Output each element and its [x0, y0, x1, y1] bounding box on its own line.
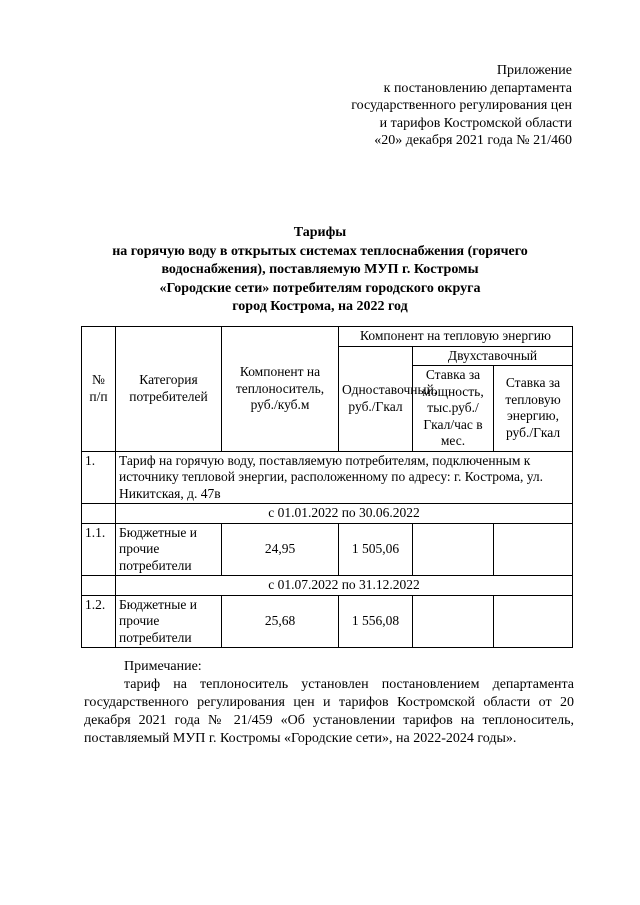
appendix-line: «20» декабря 2021 года № 21/460: [374, 133, 572, 148]
title-line: водоснабжения), поставляемую МУП г. Костромы: [161, 262, 479, 277]
section-row: [82, 451, 573, 504]
table-header-row: [82, 327, 573, 347]
appendix-line: Приложение: [496, 63, 572, 78]
row-coolant: 24,95: [222, 523, 339, 576]
note-label: Примечание:: [124, 659, 202, 674]
appendix-line: к постановлению департамента: [383, 80, 572, 96]
period-row: [82, 576, 573, 596]
title-line: Тарифы: [293, 225, 347, 240]
section-text: Тариф на горячую воду, поставляемую потребителям, подключенным к источнику тепловой энергии, расположенному по адресу: г. Кострома, ул. Никитская, д. 47в: [116, 451, 573, 504]
title-line: на горячую воду в открытых системах теплоснабжения (горячего: [112, 243, 528, 259]
row-capacity-rate: [413, 523, 494, 576]
table-row: [82, 523, 573, 576]
appendix-line: государственного регулирования цен: [351, 98, 572, 113]
appendix-line: и тарифов Костромской области: [379, 115, 572, 131]
document-title: [70, 224, 570, 317]
title-line: «Городские сети» потребителям городского округа: [159, 280, 481, 296]
row-category: Бюджетные и прочие потребители: [116, 595, 222, 648]
table-row: [82, 595, 573, 648]
section-num: 1.: [82, 451, 116, 504]
header-two-rate: Двухставочный: [413, 346, 573, 366]
header-energy-rate: Ставка за тепловую энергию, руб./Гкал: [494, 366, 573, 452]
period-row: [82, 504, 573, 524]
header-coolant: Компонент на теплоноситель, руб./куб.м: [222, 327, 339, 452]
appendix-block: [272, 62, 572, 150]
row-energy-rate: [494, 523, 573, 576]
row-num: 1.1.: [82, 523, 116, 576]
header-num: № п/п: [82, 327, 116, 452]
note-block: [84, 658, 574, 748]
header-category: Категория потребителей: [116, 327, 222, 452]
row-single-rate: 1 505,06: [339, 523, 413, 576]
period-label: с 01.01.2022 по 30.06.2022: [116, 504, 573, 524]
row-single-rate: 1 556,08: [339, 595, 413, 648]
tariff-table: [81, 326, 573, 648]
header-capacity-rate: Ставка за мощность, тыс.руб./ Гкал/час в мес.: [413, 366, 494, 452]
header-thermal-group: Компонент на тепловую энергию: [339, 327, 573, 347]
row-capacity-rate: [413, 595, 494, 648]
header-single-rate: Одноставочный, руб./Гкал: [339, 346, 413, 451]
row-coolant: 25,68: [222, 595, 339, 648]
period-label: с 01.07.2022 по 31.12.2022: [116, 576, 573, 596]
row-num: 1.2.: [82, 595, 116, 648]
row-category: Бюджетные и прочие потребители: [116, 523, 222, 576]
title-line: город Кострома, на 2022 год: [232, 299, 408, 314]
note-text: тариф на теплоноситель установлен постановлением департамента государственного регулирования цен и тарифов Костромской области от 20 декабря 2021 года № 21/459 «Об установлении тарифов на теплоноситель, поставляемый МУП г. Костромы «Городские сети», на 2022-2024 годы».: [84, 677, 574, 746]
row-energy-rate: [494, 595, 573, 648]
